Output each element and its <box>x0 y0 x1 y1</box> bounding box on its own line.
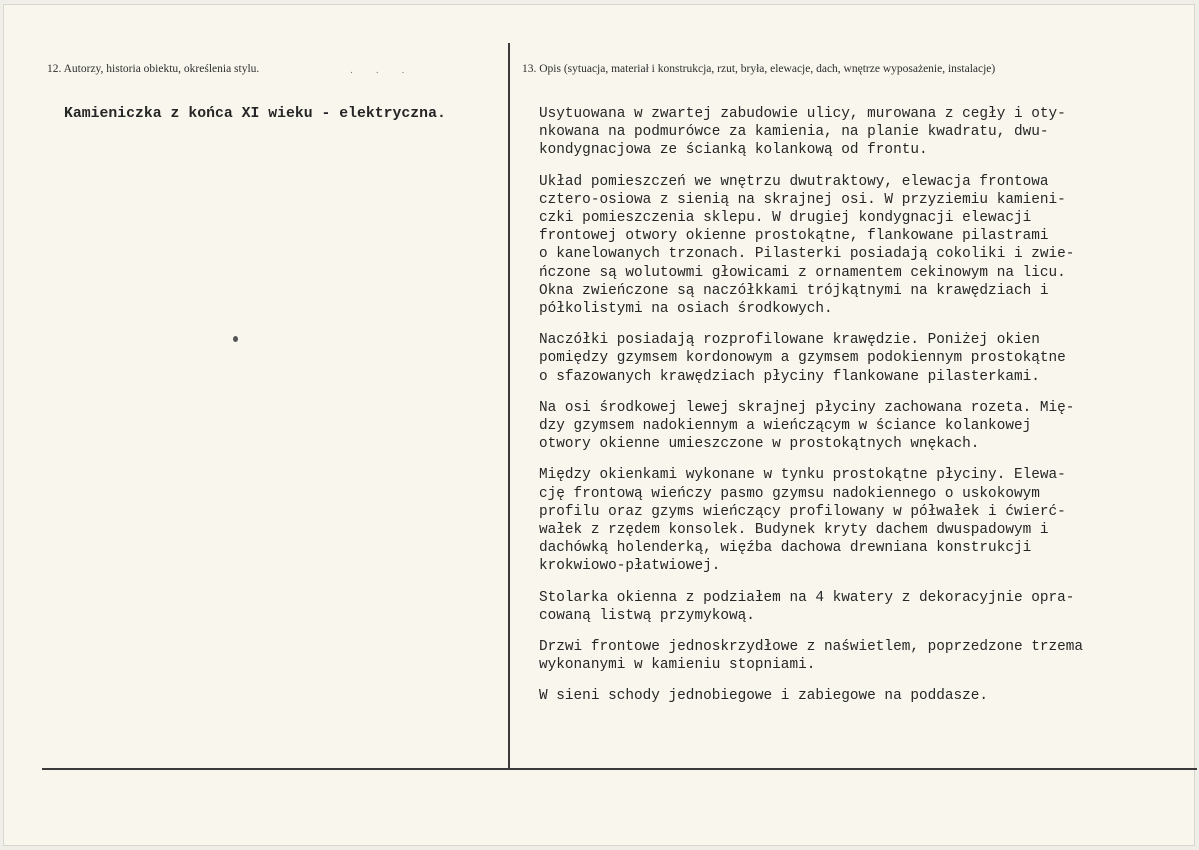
description-paragraph: Układ pomieszczeń we wnętrzu dwutraktowy, elewacja frontowa cztero-osiowa z sienią na skrajnej osi. W przyziemiu kamieni- czki pomieszczenia sklepu. W drugiej kondygnacji elewacji frontowej otwory okienne prostokątne, flankowane pilastrami o kanelowanych trzonach. Pilasterki posiadają cokoliki i zwie- ńczone są wolutowmi głowicami z ornamentem cekinowym na licu. Okna zwieńczone są naczółkkami trójkątnymi na krawędziach i półkolistymi na osiach środkowych. <box>539 173 1075 318</box>
description-paragraph: Drzwi frontowe jednoskrzydłowe z naświetlem, poprzedzone trzema wykonanymi w kamieniu stopniami. <box>539 639 1084 674</box>
description-paragraph: Na osi środkowej lewej skrajnej płyciny zachowana rozeta. Mię- dzy gzymsem nadokiennym a wieńczącym w ściance kolankowej otwory okienne umieszczone w prostokątnych wnękach. <box>539 399 1075 453</box>
description-paragraph: Stolarka okienna z podziałem na 4 kwatery z dekoracyjnie opra- cowaną listwą przymykową. <box>539 589 1075 624</box>
description-paragraph: Usytuowana w zwartej zabudowie ulicy, murowana z cegły i oty- nkowana na podmurówce za kamienia, na planie kwadratu, dwu- kondygnacjowa ze ścianką kolankową od frontu. <box>539 106 1066 159</box>
bottom-rule <box>42 768 1197 770</box>
description-paragraph: Naczółki posiadają rozprofilowane krawędzie. Poniżej okien pomiędzy gzymsem kordonowym a gzymsem podokiennym prostokątne o sfazowanych krawędziach płyciny flankowane pilasterkami. <box>539 332 1066 385</box>
description-text <box>539 105 1189 719</box>
description-paragraph: Między okienkami wykonane w tynku prostokątne płyciny. Elewa- cję frontową wieńczy pasmo gzymsu nadokiennego o uskokowym profilu oraz gzyms wieńczący profilowany w półwałek i ćwierć- wałek z rzędem konsolek. Budynek kryty dachem dwuspadowym i dachówką holenderką, więźba dachowa drewniana konstrukcji krokwiowo-płatwiowej. <box>539 467 1066 575</box>
description-paragraph: W sieni schody jednobiegowe i zabiegowe na poddasze. <box>539 688 989 705</box>
authors-history-text: Kamieniczka z końca XI wieku - elektryczna. <box>64 106 446 122</box>
ink-spot <box>233 336 238 342</box>
column-divider <box>508 43 510 769</box>
header-dots: . . . <box>350 66 415 76</box>
field-12-header: 12. Autorzy, historia obiektu, określenia stylu. <box>47 63 260 75</box>
field-13-header: 13. Opis (sytuacja, materiał i konstrukcja, rzut, bryła, elewacje, dach, wnętrze wyposażenie, instalacje) <box>522 63 996 75</box>
